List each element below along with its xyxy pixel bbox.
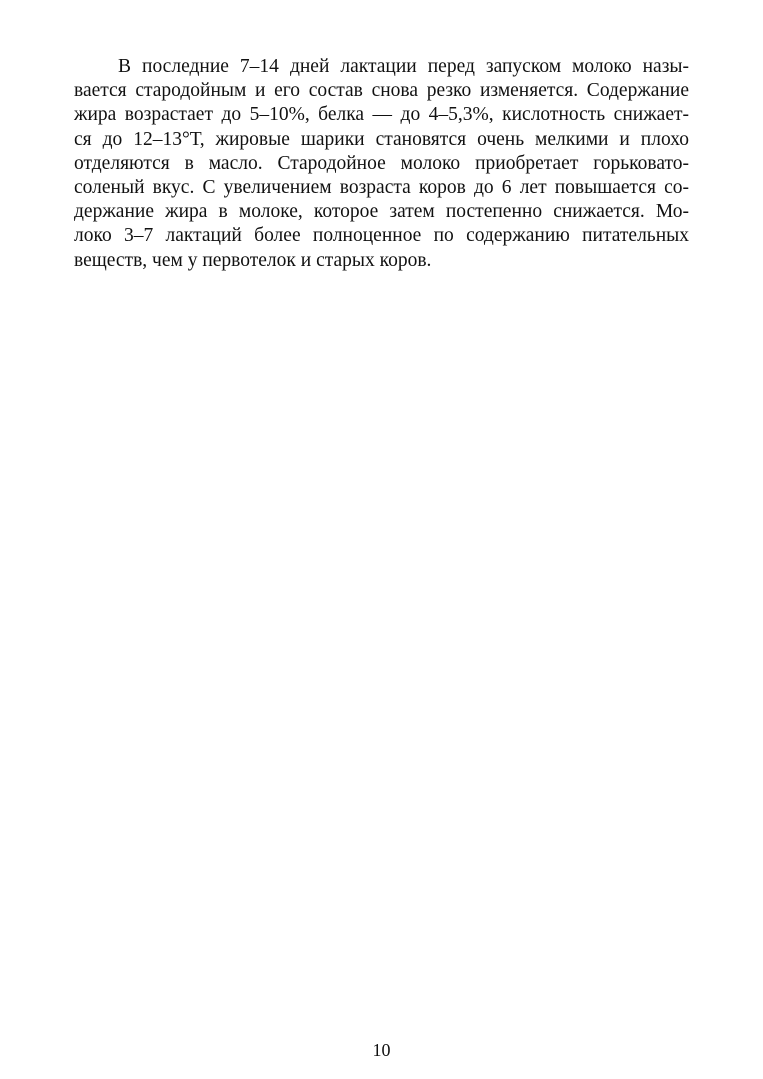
paragraph-line: вается стародойным и его состав снова резко изменяется. Содержание — [74, 80, 689, 102]
paragraph-line: жира возрастает до 5–10%, белка — до 4–5,3%, кислотность снижает- — [74, 104, 689, 126]
paragraph-line: держание жира в молоке, которое затем постепенно снижается. Мо- — [74, 201, 689, 223]
paragraph-line: соленый вкус. С увеличением возраста коров до 6 лет повышается со- — [74, 176, 689, 198]
paragraph-line: веществ, чем у первотелок и старых коров. — [74, 249, 432, 271]
paragraph-line: ся до 12–13°Т, жировые шарики становятся очень мелкими и плохо — [74, 128, 689, 150]
paragraph-line: отделяются в масло. Стародойное молоко приобретает горьковато- — [74, 152, 689, 174]
paragraph-line: В последние 7–14 дней лактации перед запуском молоко назы- — [118, 56, 689, 77]
paragraph-line: локо 3–7 лактаций более полноценное по содержанию питательных — [74, 225, 689, 247]
page-number: 10 — [372, 1040, 391, 1060]
body-paragraph — [74, 55, 689, 273]
